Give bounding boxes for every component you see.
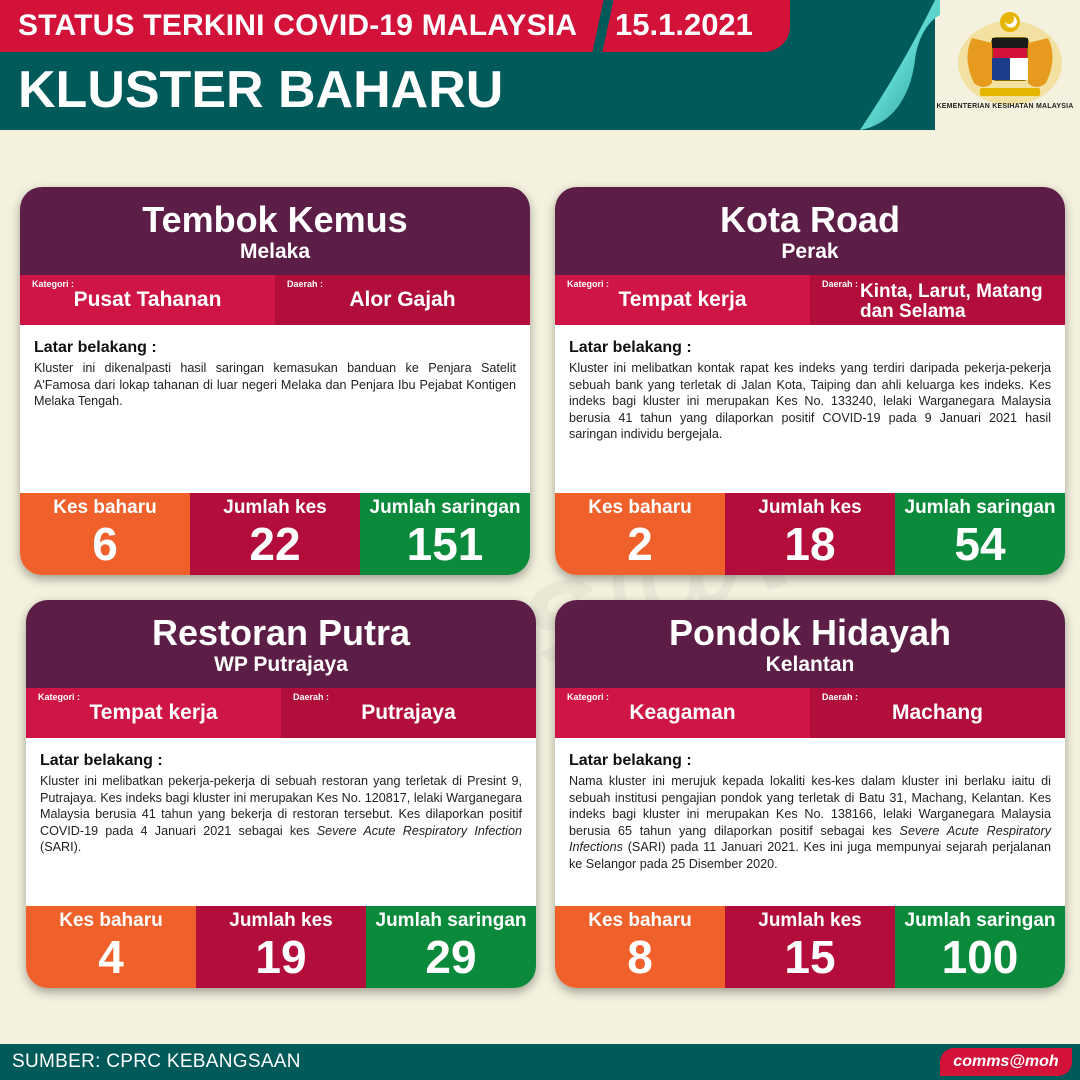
kategori-value: Tempat kerja [89,701,218,724]
stat-value: 18 [784,518,836,570]
background-text-part: (SARI) pada 11 Januari 2021. Kes ini juga mempunyai sejarah perjalanan ke Selangor pada 25 Disember 2020. [569,840,1051,871]
stat-value: 54 [954,518,1006,570]
daerah-label: Daerah : [822,692,859,702]
background-text: Kluster ini melibatkan kontak rapat kes indeks yang terdiri daripada pekerja-pekerja sebuah bank yang terletak di Jalan Kota, Taiping dan ahli keluarga kes indeks. Kes indeks bagi kluster ini merupakan Kes No. 133240, lelaki Warganegara Malaysia berusia 41 tahun yang dilaporkan positif COVID-19 pada 9 Januari 2021 hasil saringan individu bergejala. [569,361,1051,441]
page-title: KLUSTER BAHARU [18,61,504,119]
stat-label: Kes baharu [59,910,163,931]
stat-label: Kes baharu [588,497,692,518]
stat-jumlah-saringan [895,906,1065,988]
daerah-label: Daerah : [293,692,330,702]
cluster-state: Melaka [239,240,311,263]
background-text-italic: Severe Acute Respiratory Infection [316,823,522,838]
ministry-name: KEMENTERIAN KESIHATAN MALAYSIA [936,103,1074,110]
cluster-card [20,187,530,575]
stat-value: 8 [627,931,653,983]
stat-label: Jumlah saringan [904,497,1056,518]
kategori-cell [555,688,810,738]
background-text [569,773,1051,872]
cluster-name: Kota Road [720,199,900,240]
ministry-crest-icon [950,8,1070,118]
footer [0,1044,1080,1080]
source-text: SUMBER: CPRC KEBANGSAAN [12,1051,301,1072]
stat-jumlah-saringan [366,906,536,988]
cluster-stats [555,493,1065,575]
stat-value: 151 [406,518,484,570]
background-text-part: Nama kluster ini merujuk kepada lokaliti kes-kes dalam kluster ini berlaku iaitu di sebuah institusi pengajian pondok yang terletak di Batu 31, Machang, Kelantan. Kes indeks bagi kluster ini merupakan Kes No. 138166, lelaki Warganegara Malaysia berusia 65 tahun yang dilaporkan positif sebagai kes [569,774,1051,838]
cluster-background [40,752,522,856]
cluster-stats [26,906,536,988]
cluster-meta [26,688,536,738]
stat-label: Jumlah kes [229,910,333,931]
cluster-stats [555,906,1065,988]
cluster-meta [555,275,1065,325]
kategori-cell [555,275,810,325]
kategori-label: Kategori : [567,692,610,702]
stat-label: Jumlah saringan [904,910,1056,931]
stat-jumlah-kes [190,493,360,575]
cluster-meta [555,688,1065,738]
stat-value: 6 [92,518,118,570]
cluster-background [569,339,1051,443]
cluster-state: Perak [781,240,839,263]
cluster-state: Kelantan [765,653,855,676]
background-text-part: Kluster ini melibatkan pekerja-pekerja di sebuah restoran yang terletak di Presint 9, Putrajaya. Kes indeks bagi kluster ini merupakan Kes No. 120817, lelaki Warganegara Malaysia berusia 41 tahun yang bekerja di restoran tersebut. Kes dilaporkan positif COVID-19 pada 4 Januari 2021 sebagai kes [40,774,522,838]
daerah-cell [281,688,536,738]
cluster-card [555,187,1065,575]
daerah-value: Machang [891,701,983,724]
cluster-card [26,600,536,988]
cluster-meta [20,275,530,325]
stat-value: 29 [425,931,477,983]
stat-kes-baharu [555,493,725,575]
stat-value: 2 [627,518,653,570]
cluster-header [20,187,530,275]
stat-label: Jumlah saringan [369,497,521,518]
stat-label: Kes baharu [588,910,692,931]
stat-jumlah-kes [725,493,895,575]
daerah-label: Daerah : [822,279,859,289]
kategori-label: Kategori : [32,279,75,289]
daerah-value: Alor Gajah [349,288,456,311]
stat-label: Jumlah saringan [375,910,527,931]
stat-kes-baharu [26,906,196,988]
cluster-state: WP Putrajaya [214,653,348,676]
cluster-header [555,600,1065,688]
stat-value: 100 [941,931,1019,983]
stat-label: Jumlah kes [758,910,862,931]
kategori-cell [20,275,275,325]
kategori-label: Kategori : [38,692,81,702]
cluster-header [555,187,1065,275]
cluster-header [26,600,536,688]
background-text: Kluster ini dikenalpasti hasil saringan kemasukan banduan ke Penjara Satelit A'Famosa dari lokap tahanan di luar negeri Melaka dan Penjara Ibu Pejabat Kontigen Melaka Tengah. [34,361,516,408]
daerah-cell [810,275,1065,325]
daerah-cell [810,688,1065,738]
daerah-label: Daerah : [287,279,324,289]
stat-kes-baharu [555,906,725,988]
kategori-value: Tempat kerja [618,288,747,311]
stat-value: 19 [255,931,307,983]
daerah-value: Putrajaya [361,701,456,724]
background-title: Latar belakang : [569,339,692,356]
background-text [40,773,522,856]
stat-value: 15 [784,931,836,983]
comms-badge: comms@moh [940,1048,1072,1076]
cluster-name: Tembok Kemus [142,199,408,240]
cluster-background [569,752,1051,872]
daerah-value: Kinta, Larut, Matang dan Selama [860,281,1043,322]
stat-label: Jumlah kes [758,497,862,518]
background-text-part: (SARI). [40,840,82,854]
stat-label: Kes baharu [53,497,157,518]
stat-jumlah-kes [196,906,366,988]
stat-label: Jumlah kes [223,497,327,518]
kategori-value: Pusat Tahanan [73,288,222,311]
cluster-background [34,339,516,410]
stat-value: 4 [98,931,124,983]
stat-jumlah-kes [725,906,895,988]
report-date: 15.1.2021 [615,7,753,42]
background-text-italic: Severe Acute Respiratory Infections [569,823,1051,854]
stat-value: 22 [249,518,301,570]
background-title: Latar belakang : [34,339,157,356]
kategori-value: Keagaman [629,701,736,724]
cluster-stats [20,493,530,575]
status-title: STATUS TERKINI COVID-19 MALAYSIA [18,9,578,42]
cluster-name: Restoran Putra [151,612,411,653]
page-curl-decoration [860,0,940,140]
stat-jumlah-saringan [360,493,530,575]
kategori-label: Kategori : [567,279,610,289]
stat-kes-baharu [20,493,190,575]
background-title: Latar belakang : [40,752,163,769]
cluster-card [555,600,1065,988]
stat-jumlah-saringan [895,493,1065,575]
kategori-cell [26,688,281,738]
cluster-name: Pondok Hidayah [668,612,952,653]
background-title: Latar belakang : [569,752,692,769]
daerah-cell [275,275,530,325]
